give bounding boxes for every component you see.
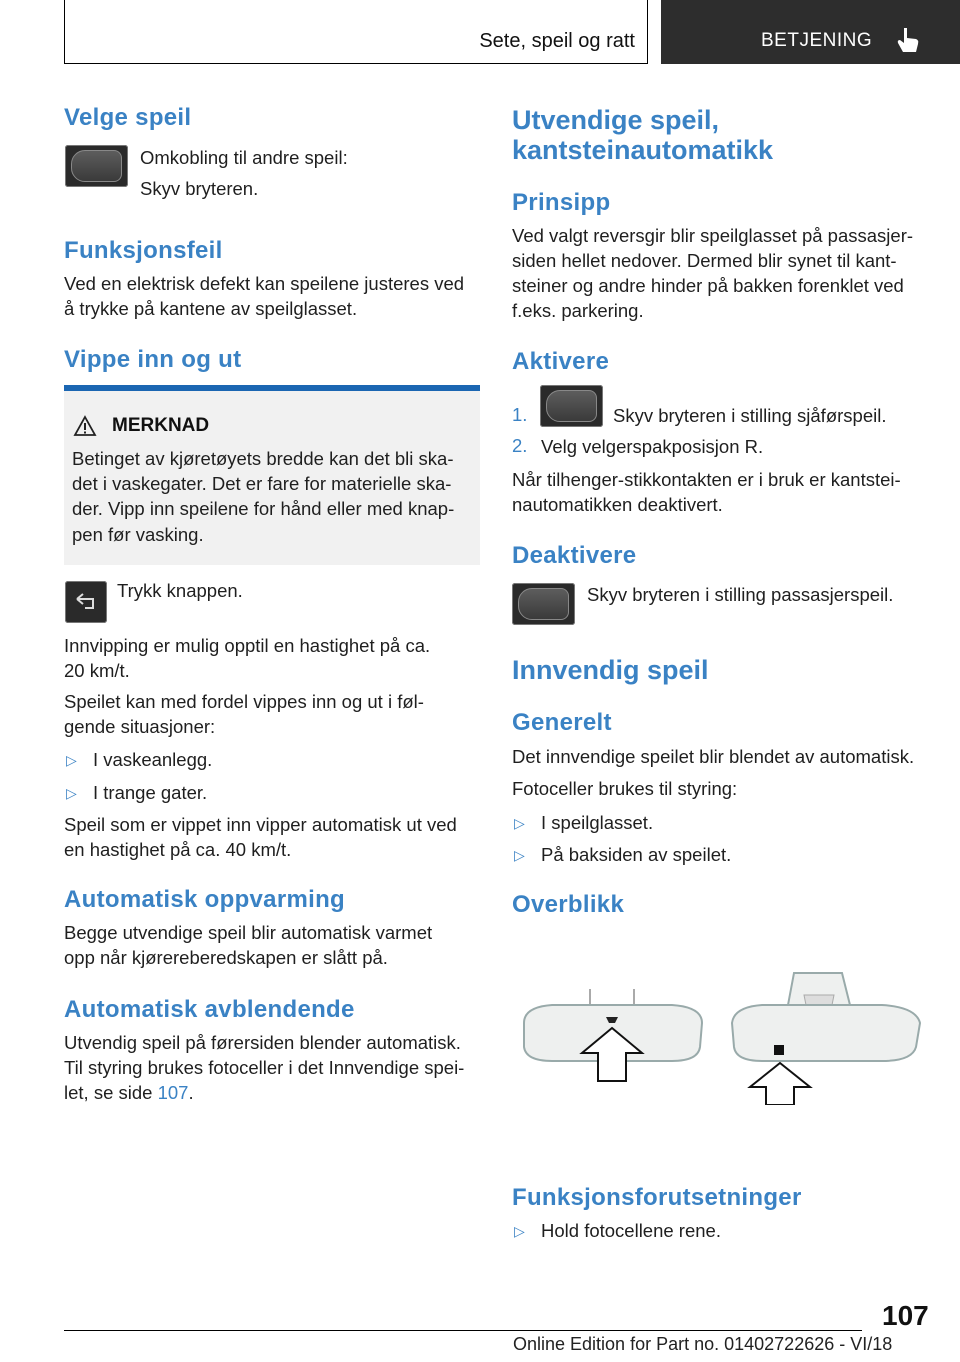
bullet-icon: ▷ <box>514 847 525 863</box>
heading-overblikk: Overblikk <box>512 891 625 918</box>
prinsipp-line-4: f.eks. parkering. <box>512 300 644 321</box>
forutsetninger-bullet: Hold fotocellene rene. <box>541 1220 721 1241</box>
header-chapter-title: BETJENING <box>761 30 873 51</box>
avblendende-line-1: Utvendig speil på førersiden blender automatisk. <box>64 1032 461 1053</box>
footer-edition: Online Edition for Part no. 01402722626 - VI/18 <box>513 1334 893 1354</box>
notice-title: MERKNAD <box>112 415 210 436</box>
heading-aktivere: Aktivere <box>512 348 610 375</box>
deaktivere-text: Skyv bryteren i stilling passasjerspeil. <box>587 584 894 605</box>
footer-divider <box>64 1330 862 1331</box>
right-bullet-1: I speilglasset. <box>541 812 654 833</box>
notice-line-2: det i vaskegater. Det er fare for materielle ska- <box>72 473 452 494</box>
page-link-107[interactable]: 107 <box>157 1082 189 1103</box>
innvipping-line-1: Innvipping er mulig opptil en hastighet på ca. <box>64 635 431 656</box>
notice-line-3: der. Vipp inn speilene for hånd eller med knap- <box>72 498 455 519</box>
heading-innvendig-speil: Innvendig speil <box>512 655 709 685</box>
heading-funksjonsfeil: Funksjonsfeil <box>64 237 223 264</box>
avblendende-period: . <box>188 1082 194 1103</box>
heading-utvendige-2: kantsteinautomatikk <box>512 135 774 165</box>
bullet-icon: ▷ <box>66 785 77 801</box>
fold-mirror-icon <box>73 591 99 613</box>
fold-button-image <box>65 581 107 623</box>
right-bullet-2: På baksiden av speilet. <box>541 844 732 865</box>
naar-line-2: nautomatikken deaktivert. <box>512 494 723 515</box>
interior-mirror-illustration <box>512 965 927 1105</box>
prinsipp-line-1: Ved valgt reversgir blir speilglasset på passasjer- <box>512 225 914 246</box>
bullet-icon: ▷ <box>514 815 525 831</box>
mirror-switch-image <box>65 145 128 187</box>
step-number: 2. <box>512 435 528 456</box>
left-bullet-1: I vaskeanlegg. <box>93 749 213 770</box>
page-number: 107 <box>882 1300 929 1331</box>
avblendende-line-3 <box>64 1080 194 1105</box>
speilet-line-2: gende situasjoner: <box>64 716 216 737</box>
notice-box <box>64 385 480 565</box>
avblendende-text: let, se side <box>64 1082 158 1103</box>
oppvarming-line-2: opp når kjørereberedskapen er slått på. <box>64 947 388 968</box>
heading-prinsipp: Prinsipp <box>512 189 611 216</box>
step-number: 1. <box>512 404 528 425</box>
step-text: Skyv bryteren i stilling sjåførspeil. <box>613 405 887 426</box>
velge-line-2: Skyv bryteren. <box>140 178 259 199</box>
mirror-switch-image <box>540 385 603 427</box>
funksjonsfeil-line-2: å trykke på kantene av speilglasset. <box>64 298 358 319</box>
heading-vippe: Vippe inn og ut <box>64 346 242 373</box>
innvipping-line-2: 20 km/t. <box>64 660 130 681</box>
speilet-line-1: Speilet kan med fordel vippes inn og ut i føl- <box>64 691 424 712</box>
heading-oppvarming: Automatisk oppvarming <box>64 886 345 913</box>
speil-som-line-2: en hastighet på ca. 40 km/t. <box>64 839 292 860</box>
avblendende-line-2: Til styring brukes fotoceller i det Innvendige spei- <box>64 1057 465 1078</box>
prinsipp-line-3: steiner og andre hinder på bakken forenklet ved <box>512 275 904 296</box>
notice-line-1: Betinget av kjøretøyets bredde kan det bli ska- <box>72 448 454 469</box>
header-section-title: Sete, speil og ratt <box>479 30 635 52</box>
heading-utvendige-1: Utvendige speil, <box>512 105 720 135</box>
heading-avblendende: Automatisk avblendende <box>64 996 355 1023</box>
generelt-text: Det innvendige speilet blir blendet av automatisk. <box>512 746 915 767</box>
bullet-icon: ▷ <box>66 752 77 768</box>
heading-funksjonsforutsetninger: Funksjonsforutsetninger <box>512 1184 802 1211</box>
bullet-icon: ▷ <box>514 1223 525 1239</box>
header-section-box <box>64 0 648 64</box>
prinsipp-line-2: siden hellet nedover. Dermed blir synet til kant- <box>512 250 897 271</box>
mirror-switch-image <box>512 583 575 625</box>
warning-icon <box>73 415 97 437</box>
oppvarming-line-1: Begge utvendige speil blir automatisk varmet <box>64 922 433 943</box>
speil-som-line-1: Speil som er vippet inn vipper automatisk ut ved <box>64 814 457 835</box>
left-bullet-2: I trange gater. <box>93 782 208 803</box>
trykk-text: Trykk knappen. <box>117 580 243 601</box>
heading-deaktivere: Deaktivere <box>512 542 637 569</box>
hand-pointer-icon <box>895 26 921 54</box>
step-text: Velg velgerspakposisjon R. <box>541 436 764 457</box>
header-chapter-box <box>661 0 960 64</box>
velge-line-1: Omkobling til andre speil: <box>140 147 348 168</box>
notice-line-4: pen før vasking. <box>72 524 204 545</box>
funksjonsfeil-line-1: Ved en elektrisk defekt kan speilene justeres ved <box>64 273 465 294</box>
fotoceller-text: Fotoceller brukes til styring: <box>512 778 738 799</box>
naar-line-1: Når tilhenger-stikkontakten er i bruk er kantstei- <box>512 469 901 490</box>
heading-velge-speil: Velge speil <box>64 104 192 131</box>
heading-generelt: Generelt <box>512 709 612 736</box>
